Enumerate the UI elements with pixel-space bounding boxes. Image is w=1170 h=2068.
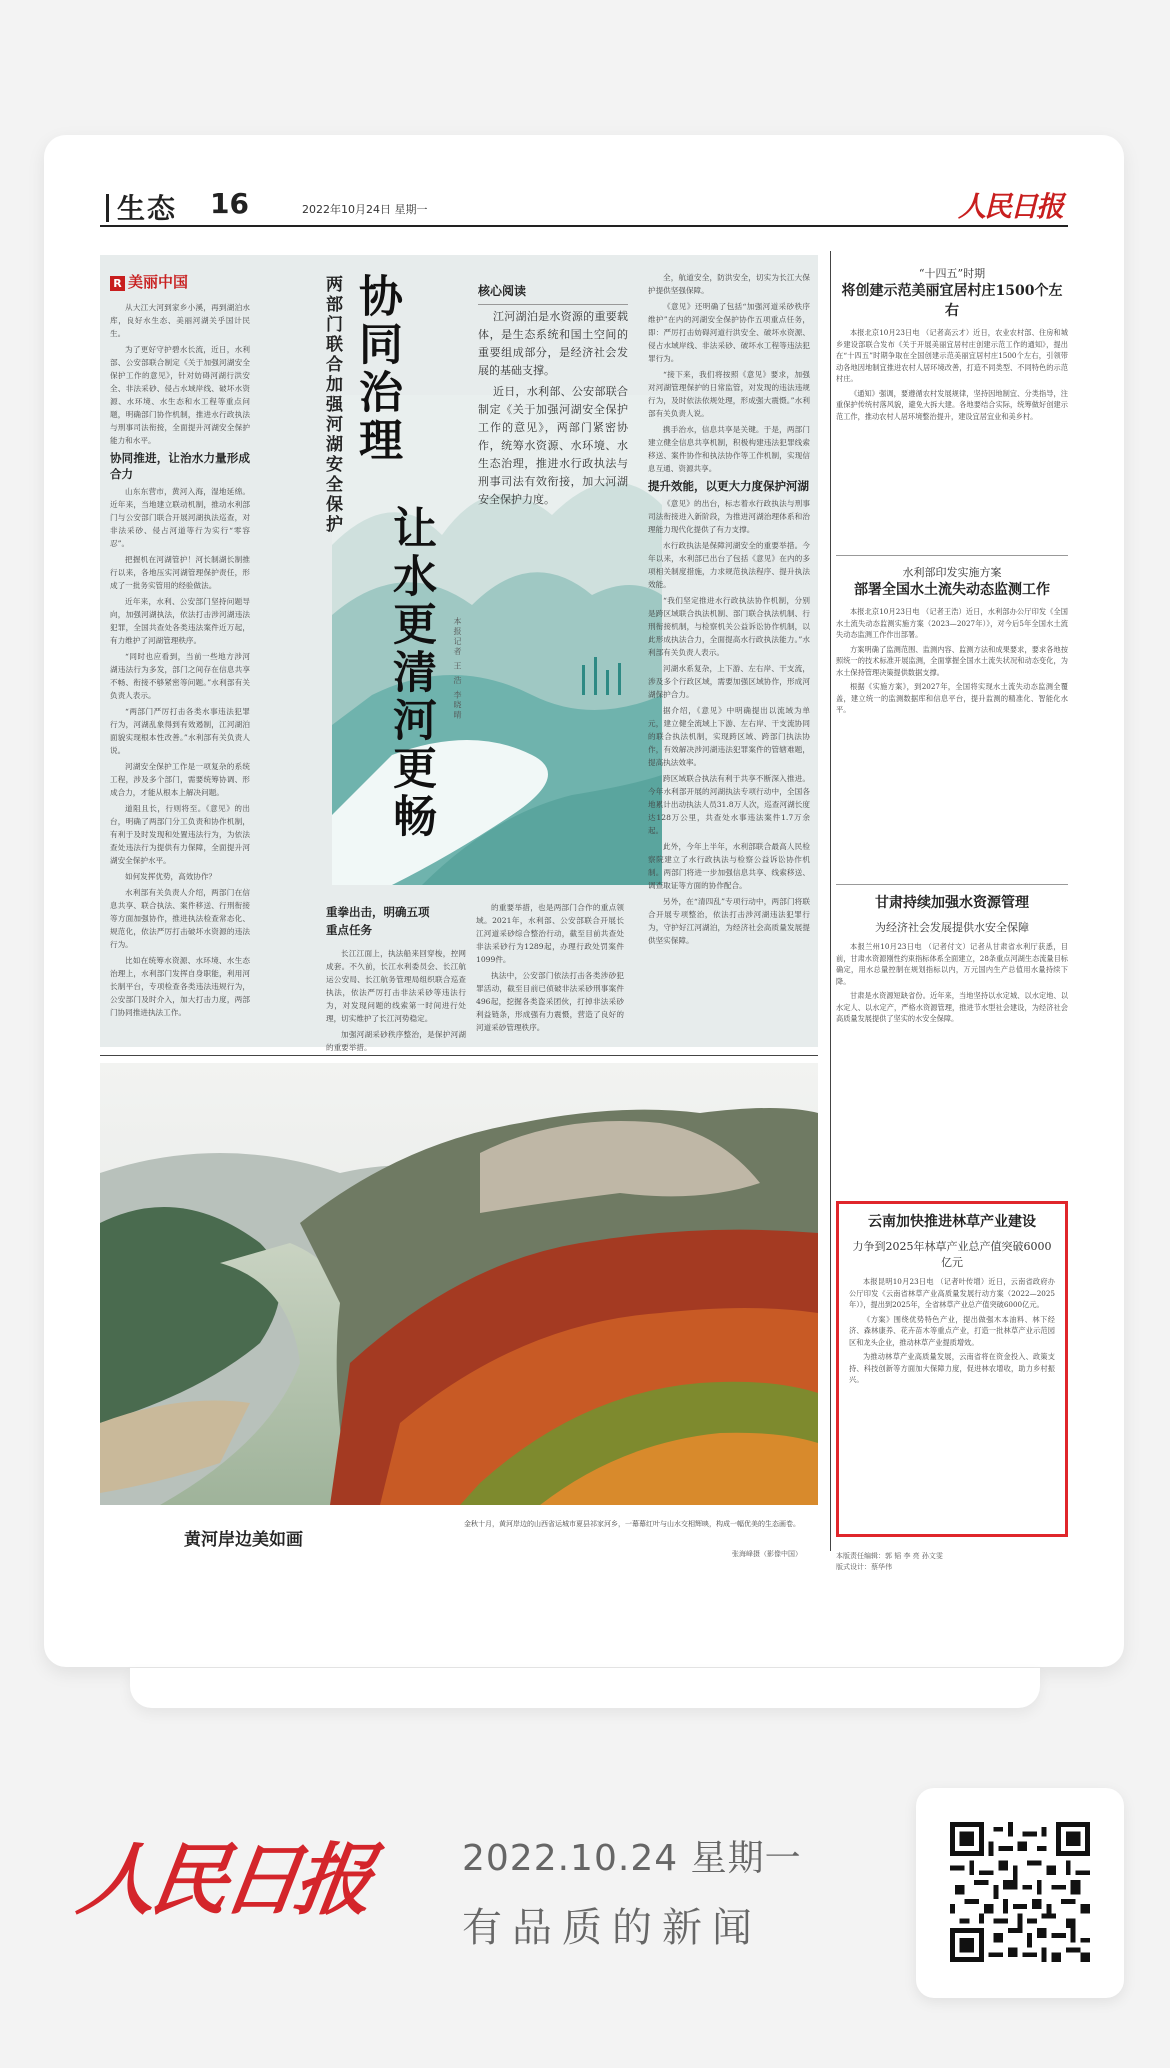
page-number: 16 (210, 187, 249, 220)
paragraph: 把握机在河湖管护！河长制湖长制推行以来，各地压实河湖管理保护责任，形成了一批务实管用的经验做法。 (110, 555, 250, 590)
article-headline: 部署全国水土流失动态监测工作 (854, 582, 1050, 598)
qr-card[interactable] (916, 1788, 1124, 1998)
article-headline: 云南加快推进林草产业建设 (868, 1214, 1036, 1230)
paragraph: “两部门严厉打击各类水事违法犯罪行为，河湖乱象得到有效遏制，江河湖泊面貌实现根本性改善。”水利部有关负责人说。 (110, 707, 250, 755)
feature-column-3 (476, 901, 624, 1043)
article-kicker: 为经济社会发展提供水安全保障 (875, 921, 1029, 934)
subheading: 协同推进，让治水力量形成合力 (110, 451, 250, 481)
paragraph: 携手治水，信息共享是关键。于是，两部门建立健全信息共享机制，积极构建违法犯罪线索移送、案件协作和执法协作等工作机制，实现信息互通、资源共享。 (648, 425, 810, 473)
divider (836, 884, 1068, 885)
feature-article (100, 255, 818, 1052)
lead-paragraph: 江河湖泊是水资源的重要载体，是生态系统和国土空间的重要组成部分，是经济社会发展的基础支撑。 (478, 310, 628, 377)
article-kicker: “十四五”时期 (918, 267, 986, 280)
core-reading-title: 核心阅读 (478, 285, 628, 305)
paragraph: 《意见》的出台，标志着水行政执法与刑事司法衔接进入新阶段，为推进河湖治理体系和治理能力现代化提供了有力支撑。 (648, 499, 810, 534)
subheading-tasks: 重拳出击，明确五项 重点任务 (326, 905, 430, 937)
masthead (100, 185, 1068, 227)
issue-date: 2022年10月24日 星期一 (302, 203, 428, 216)
paragraph: 如何发挥优势，高效协作？ (125, 872, 217, 881)
feature-byline: 本报记者 王 浩 李晓晴 (453, 617, 462, 721)
yellow-river-photo (100, 1063, 818, 1505)
paragraph: 道阻且长，行则将至。《意见》的出台，明确了两部门分工负责和协作机制，有利于及时发现和处置违法行为，为依法查处违法行为提供有力保障，全面提升河湖安全保护水平。 (110, 804, 250, 865)
paragraph: 此外，今年上半年，水利部联合最高人民检察院建立了水行政执法与检察公益诉讼协作机制。两部门将进一步加强信息共享、线索移送、调查取证等方面的协作配合。 (648, 842, 810, 890)
qr-code-icon[interactable] (950, 1822, 1090, 1962)
article-body: 本报兰州10月23日电 （记者付文）记者从甘肃省水利厅获悉，目前，甘肃水资源刚性约束指标体系全面建立，28条重点河湖生态流量目标确定，用水总量控制在规划指标以内，万元国内生产总值用水量持续下降。 甘肃是水资源短缺省份。近年来，当地坚持以水定城、以水定地、以水定人、以水定产，严格水资源管理，推进节水型社会建设，为经济社会高质量发展提供了坚实的水安全保障。 (836, 942, 1068, 1023)
section-name: 生态 (106, 187, 177, 227)
column-tag: R 美丽中国 (110, 271, 188, 292)
paragraph: 跨区域联合执法有利于共享不断深入推进。今年水利部开展的河湖执法专项行动中，全国各地累计出动执法人员31.8万人次，巡查河湖长度达128万公里，共查处水事违法案件1.7万余起。 (648, 774, 810, 835)
paragraph: “我们坚定推进水行政执法协作机制，分别是跨区域联合执法机制、部门联合执法机制、行刑衔接机制，与检察机关公益诉讼协作机制，以此形成执法合力，全面提高水行政执法能力。”水利部有关负责人表示。 (648, 596, 810, 657)
article-body: 本报北京10月23日电 （记者王浩）近日，水利部办公厅印发《全国水土流失动态监测实施方案（2023—2027年）》，对今后5年全国水土流失动态监测工作作出部署。 方案明确了监测范围、监测内容、监测方法和成果要求，要求各地按照统一的技术标准开展监测，全面掌握全国水土流失状况和动态变化，为水土保持管理决策提供数据支撑。 根据《实施方案》，到2027年，全国将实现水土流失动态监测全覆盖，建立统一的监测数据库和信息平台，提升监测的精准化、智能化水平。 (836, 607, 1068, 714)
paragraph: 河湖水系复杂，上下游、左右岸、干支流，涉及多个行政区域，需要加强区域协作，形成河湖保护合力。 (648, 664, 810, 699)
paragraph: 长江江面上，执法船来回穿梭，控网成套。不久前，长江水利委员会、长江航运公安局、长江航务管理局组织联合巡查执法，依法严厉打击非法采砂等违法行为，对发现问题的线索第一时间进行处理，切实维护了长江河势稳定。 (326, 949, 466, 1023)
column-tag-icon: R (110, 276, 125, 291)
highlighted-article (836, 1201, 1068, 1537)
article-kicker: 力争到2025年林草产业总产值突破6000亿元 (852, 1240, 1052, 1269)
right-column (836, 255, 1068, 1571)
paragraph: “同时也应看到，当前一些地方涉河湖违法行为多发，部门之间存在信息共享不畅、衔接不够紧密等问题。”水利部有关负责人表示。 (110, 652, 250, 700)
page-stack-shadow (130, 1668, 1040, 1708)
article-body: 本报昆明10月23日电 （记者叶传增）近日，云南省政府办公厅印发《云南省林草产业高质量发展行动方案（2022—2025年）》，提出到2025年，全省林草产业总产值突破6000亿元。 《方案》围绕优势特色产业，提出做强木本油料、林下经济、森林康养、花卉苗木等重点产业，打造一批林草产业示范园区和龙头企业，推动林草产业提质增效。 为推动林草产业高质量发展，云南省将在资金投入、政策支持、科技创新等方面加大保障力度，促进林农增收，助力乡村振兴。 (849, 1277, 1055, 1384)
paragraph: 比如在统筹水资源、水环境、水生态治理上，水利部门发挥自身职能，利用河长制平台，专项检查各类违法违规行为，公安部门及时介入，加大打击力度，两部门协同推进执法工作。 (110, 956, 250, 1017)
feature-column-1 (110, 301, 250, 1041)
article-body: 本报北京10月23日电 （记者高云才）近日，农业农村部、住房和城乡建设部联合发布《关于开展美丽宜居村庄创建示范工作的通知》，提出在“十四五”时期争取在全国创建示范美丽宜居村庄1500个左右，引领带动各地因地制宜推进农村人居环境改善，打造不同类型、不同特色的示范村庄。 《通知》强调，要遵循农村发展规律，坚持因地制宜、分类指导，注重保护传统村落风貌，避免大拆大建。各地要结合实际，统筹做好创建示范工作，推动农村人居环境整治提升，建设宜居宜业和美乡村。 (836, 328, 1068, 421)
editors-credit: 本版责任编辑：郭 韬 李 亮 孙文雯 版式设计：蔡华伟 (836, 1552, 943, 1571)
paragraph: 从大江大河到家乡小溪，再到湖泊水库，良好水生态、美丽河湖关乎国计民生。 (110, 303, 250, 338)
paragraph: 山东东营市，黄河入海，湿地延绵。近年来，当地建立联动机制，推动水利部门与公安部门联合开展河湖执法巡查，对非法采砂、侵占河道等行为实行“零容忍”。 (110, 487, 250, 548)
feature-kicker: 两部门联合加强河湖安全保护 (322, 275, 342, 535)
paragraph: 据介绍，《意见》中明确提出以流域为单元，建立健全流域上下游、左右岸、干支流协同的联合执法机制，实现跨区域、跨部门执法协作，有效解决涉河湖违法犯罪案件的管辖难题，提高执法效率。 (648, 706, 810, 767)
paragraph: 为了更好守护碧水长流，近日，水利部、公安部联合制定《关于加强河湖安全保护工作的意见》，针对妨碍河湖行洪安全、非法采砂、侵占水域岸线、破坏水资源、水环境、水生态和水工程等重点问题，明确部门协作机制，推进水行政执法与刑事司法衔接，全面提升河湖安全保护能力和水平。 (110, 345, 250, 445)
feature-headline-2: 让水更清河更畅 (385, 505, 436, 841)
core-reading-box (478, 284, 628, 506)
paper-logo: 人民日报 (957, 190, 1062, 223)
paragraph: 水利部有关负责人介绍，两部门在信息共享、联合执法、案件移送、行刑衔接等方面加强协作，推进执法检查常态化、规范化，依法严厉打击破坏水资源的违法行为。 (110, 888, 250, 949)
footer-date: 2022.10.24 星期一 (462, 1838, 802, 1879)
paragraph: “接下来，我们将按照《意见》要求，加强对河湖管理保护的日常监管，对发现的违法违规行为，及时依法依规处理，形成强大震慑。”水利部有关负责人说。 (648, 370, 810, 418)
paragraph: 《意见》还明确了包括“加强河道采砂秩序维护”在内的河湖安全保护协作五项重点任务，即：严厉打击妨碍河道行洪安全、破坏水资源、侵占水域岸线、非法采砂、破坏水工程等违法犯罪行为。 (648, 302, 810, 363)
feature-column-4 (648, 271, 810, 1043)
paragraph: 近年来，水利、公安部门坚持问题导向，加强河湖执法，依法打击涉河湖违法犯罪，全国共查处各类违法案件近万起，有力维护了河湖管理秩序。 (110, 597, 250, 645)
paragraph: 水行政执法是保障河湖安全的重要举措。今年以来，水利部已出台了包括《意见》在内的多项相关制度措施，力求规范执法程序、提升执法效能。 (648, 541, 810, 589)
paragraph: 河湖安全保护工作是一项复杂的系统工程，涉及多个部门，需要统筹协调、形成合力，才能从根本上解决问题。 (110, 762, 250, 797)
newspaper-page (44, 135, 1124, 1667)
feature-headline-1: 协同治理 (351, 273, 402, 465)
footer-logo: 人民日报 (72, 1835, 374, 1926)
column-divider (830, 251, 831, 1551)
article-headline: 将创建示范美丽宜居村庄1500个左右 (841, 283, 1063, 319)
article-kicker: 水利部印发实施方案 (902, 566, 1002, 579)
article-headline: 甘肃持续加强水资源管理 (875, 895, 1029, 911)
paragraph: 执法中，公安部门依法打击各类涉砂犯罪活动，截至目前已侦破非法采砂刑事案件496起，挖掘各类盗采团伙，打掉非法采砂利益链条，形成强有力震慑，营造了良好的河道采砂管理秩序。 (476, 971, 624, 1032)
photo-credit: 张海峰摄（影像中国） (732, 1550, 802, 1558)
paragraph: 另外，在“清四乱”专项行动中，两部门将联合开展专项整治，依法打击涉河湖违法犯罪行为，守护好江河湖泊，为经济社会高质量发展提供坚实保障。 (648, 897, 810, 945)
horizontal-rule (100, 1055, 818, 1056)
photo-caption: 黄河岸边美如画 (184, 1530, 303, 1550)
subheading: 提升效能，以更大力度保护河湖 (648, 479, 809, 493)
paragraph: 的重要举措，也是两部门合作的重点领域。2021年，水利部、公安部联合开展长江河道采砂综合整治行动，截至目前共查处非法采砂行为1289起，办理行政处罚案件1099件。 (476, 903, 624, 964)
paragraph: 全，航道安全，防洪安全，切实为长江大保护提供坚强保障。 (648, 273, 810, 295)
footer-slogan: 有品质的新闻 (462, 1905, 762, 1951)
lead-paragraph: 近日，水利部、公安部联合制定《关于加强河湖安全保护工作的意见》，两部门紧密协作，统筹水资源、水环境、水生态治理，推进水行政执法与刑事司法有效衔接，加大河湖安全保护力度。 (478, 385, 628, 506)
paragraph: 加强河湖采砂秩序整治，是保护河湖的重要举措。 (326, 1030, 466, 1052)
photo-note: 金秋十月，黄河岸边的山西省运城市夏县祁家河乡，一幕幕红叶与山水交相辉映，构成一幅优美的生态画卷。 (464, 1520, 800, 1528)
divider (836, 555, 1068, 556)
feature-column-2 (326, 947, 466, 1052)
